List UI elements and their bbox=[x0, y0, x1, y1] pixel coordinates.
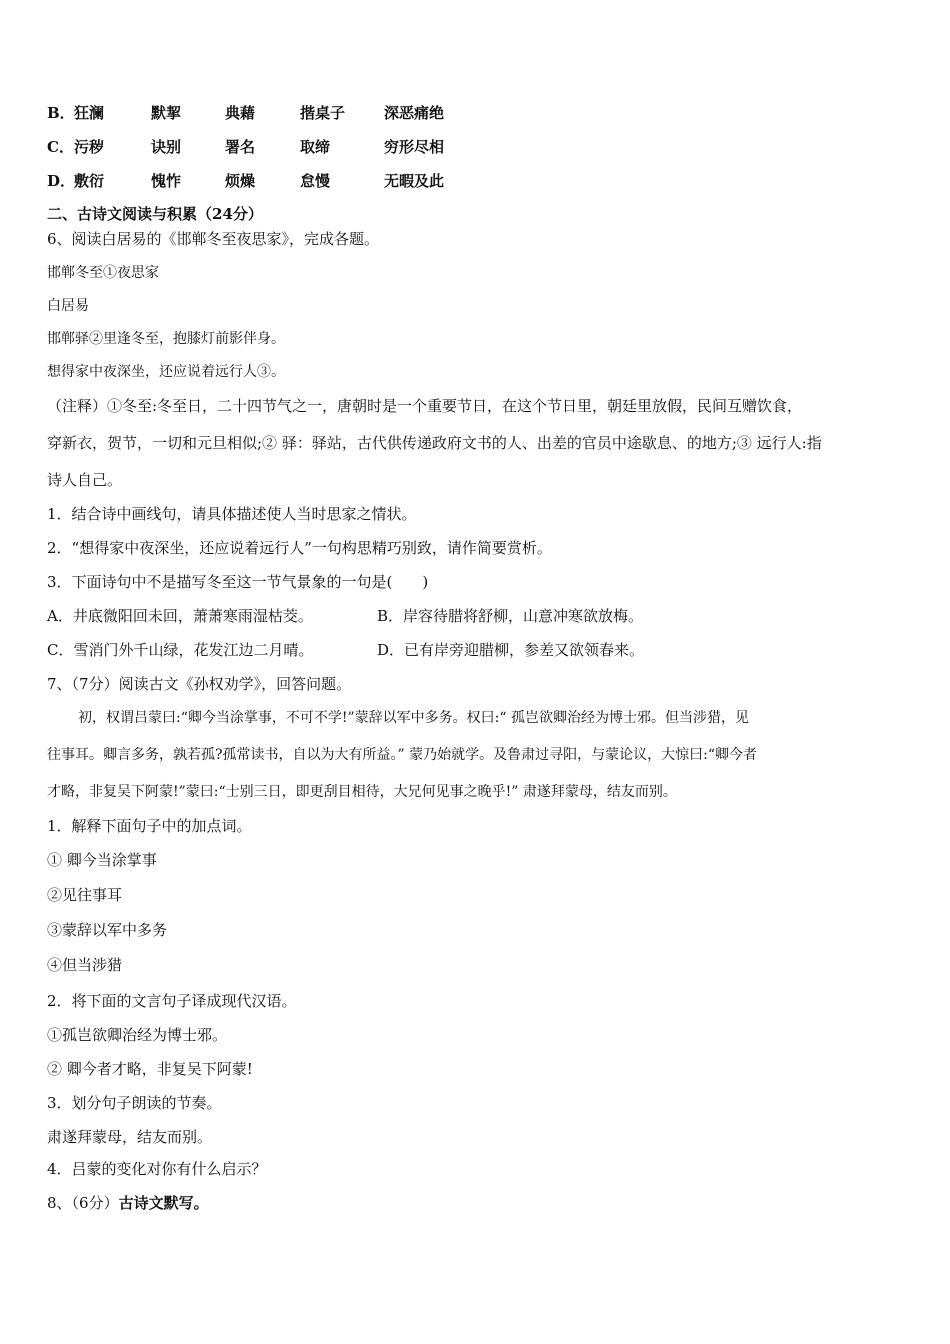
poem-author: 白居易 bbox=[47, 298, 89, 314]
option-word: 取缔 bbox=[300, 138, 331, 156]
choice-option: A．井底微阳回未回，萧萧寒雨湿枯茭。 bbox=[47, 607, 313, 625]
option-word: 怠慢 bbox=[300, 172, 331, 190]
option-word: 狂澜 bbox=[74, 104, 105, 122]
option-label: C． bbox=[47, 138, 74, 156]
option-word: 污秽 bbox=[74, 138, 105, 156]
sub-item: ③蒙辞以军中多务 bbox=[47, 921, 168, 939]
option-label: D． bbox=[47, 172, 76, 190]
poem-line: 想得家中夜深坐，还应说着远行人③。 bbox=[47, 364, 285, 380]
sub-question: 2．“想得家中夜深坐，还应说着远行人”一句构思精巧别致，请作简要赏析。 bbox=[47, 539, 552, 557]
sub-question: 3．划分句子朗读的节奏。 bbox=[47, 1094, 222, 1112]
annotation-line: 穿新衣，贺节，一切和元旦相似;② 驿：驿站，古代供传递政府文书的人、出差的官员中途歇息、的地方;③ 远行人:指 bbox=[47, 434, 822, 452]
classical-text-line: 往事耳。卿言多务，孰若孤?孤常读书，自以为大有所益。” 蒙乃始就学。及鲁肃过寻阳，与蒙论议，大惊曰:“卿今者 bbox=[47, 747, 757, 763]
option-word: 深恶痛绝 bbox=[384, 104, 445, 122]
section-title: 二、古诗文阅读与积累（24分） bbox=[47, 205, 263, 223]
sub-item: ② 卿今者才略，非复吴下阿蒙! bbox=[47, 1060, 253, 1078]
sub-question: 3．下面诗句中不是描写冬至这一节气景象的一句是( ) bbox=[47, 573, 429, 591]
classical-text-line: 初，权谓吕蒙曰:“卿今当涂掌事，不可不学!”蒙辞以军中多务。权曰:“ 孤岂欲卿治经为博士邪。但当涉猎，见 bbox=[78, 710, 749, 726]
option-word: 无暇及此 bbox=[384, 172, 445, 190]
option-word: 默挈 bbox=[151, 104, 182, 122]
option-word: 诀别 bbox=[151, 138, 182, 156]
question-8-title: 古诗文默写。 bbox=[118, 1194, 209, 1212]
sub-item: ① 卿今当涂掌事 bbox=[47, 851, 157, 869]
choice-option: D．已有岸旁迎腊柳，参差又欲领春来。 bbox=[377, 641, 645, 659]
sub-item: 肃遂拜蒙母，结友而别。 bbox=[47, 1128, 213, 1146]
sub-item: ①孤岂欲卿治经为博士邪。 bbox=[47, 1026, 228, 1044]
annotation-line: 诗人自己。 bbox=[47, 471, 123, 489]
poem-title: 邯郸冬至①夜思家 bbox=[47, 265, 159, 281]
sub-question: 4．吕蒙的变化对你有什么启示？ bbox=[47, 1160, 267, 1178]
option-word: 揩桌子 bbox=[300, 104, 346, 122]
sub-question: 1．结合诗中画线句，请具体描述使人当时思家之情状。 bbox=[47, 505, 417, 523]
question-8 bbox=[47, 1193, 209, 1213]
option-word: 署名 bbox=[225, 138, 256, 156]
question-6-intro: 6、阅读白居易的《邯郸冬至夜思家》，完成各题。 bbox=[47, 230, 380, 248]
sub-item: ④但当涉猎 bbox=[47, 956, 123, 974]
poem-line: 邯郸驿②里逢冬至，抱膝灯前影伴身。 bbox=[47, 331, 285, 347]
question-8-prefix: 8、（6分） bbox=[47, 1194, 119, 1212]
classical-text-line: 才略，非复吴下阿蒙!”蒙曰:“士别三日，即更刮目相待，大兄何见事之晚乎!” 肃遂拜蒙母，结友而别。 bbox=[47, 784, 677, 800]
option-word: 烦燥 bbox=[225, 172, 256, 190]
sub-question: 1．解释下面句子中的加点词。 bbox=[47, 817, 252, 835]
sub-question: 2．将下面的文言句子译成现代汉语。 bbox=[47, 992, 297, 1010]
annotation-line: （注释）①冬至:冬至日，二十四节气之一，唐朝时是一个重要节日，在这个节日里，朝廷里放假，民间互赠饮食， bbox=[47, 397, 803, 415]
option-word: 穷形尽相 bbox=[384, 138, 445, 156]
option-label: B． bbox=[47, 104, 75, 122]
option-word: 典藉 bbox=[225, 104, 256, 122]
choice-option: B．岸容待腊将舒柳，山意冲寒欲放梅。 bbox=[377, 607, 644, 625]
sub-item: ②见往事耳 bbox=[47, 886, 123, 904]
choice-option: C．雪消门外千山绿，花发江边二月晴。 bbox=[47, 641, 314, 659]
option-word: 愧怍 bbox=[151, 172, 182, 190]
option-word: 敷衍 bbox=[74, 172, 105, 190]
question-7-intro: 7、（7分）阅读古文《孙权劝学》，回答问题。 bbox=[47, 675, 352, 693]
